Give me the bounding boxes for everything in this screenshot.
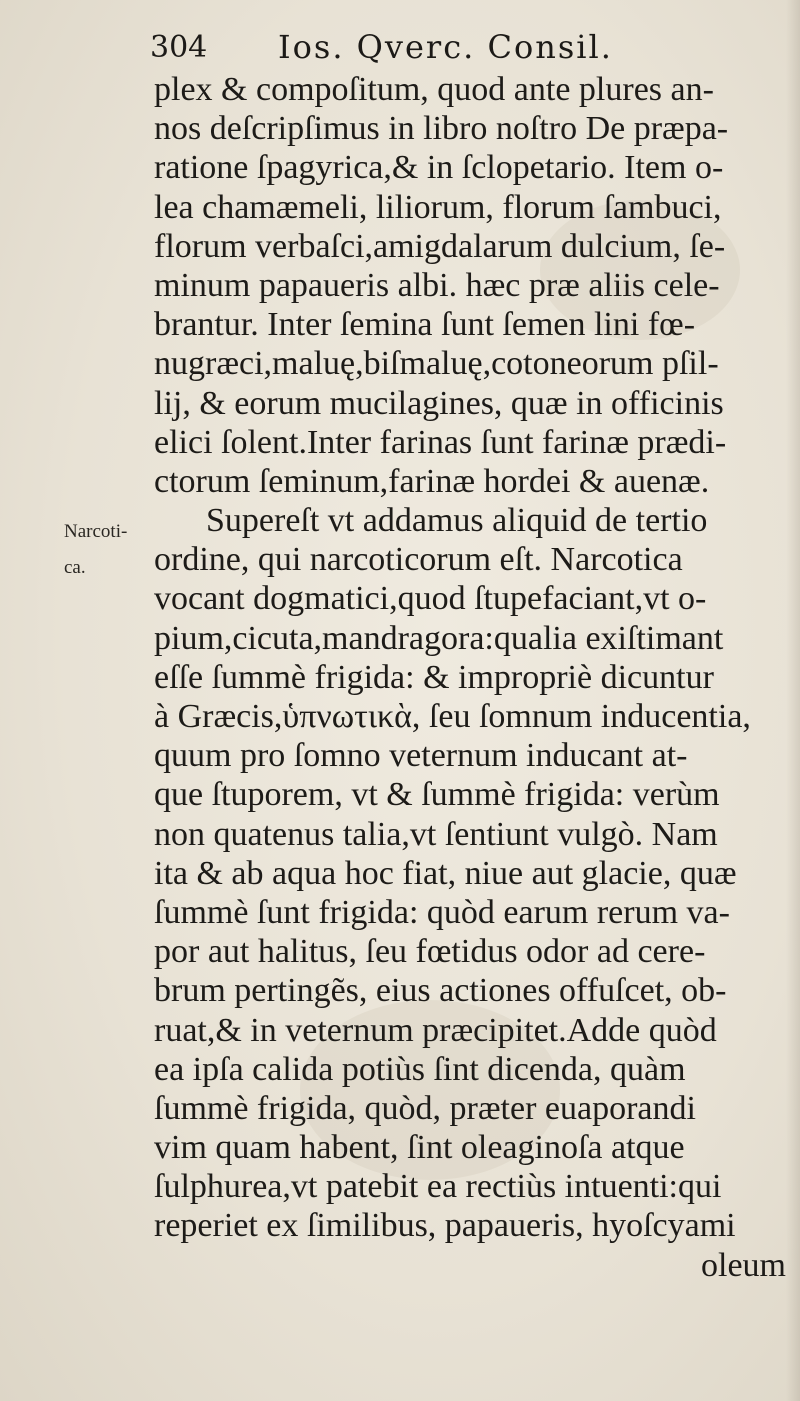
running-title: Ios. Qverc. Consil.: [278, 28, 613, 66]
text-line: ordine, qui narcoticorum eſt. Narcotica: [154, 541, 683, 579]
text-line: ſulphurea,vt patebit ea rectiùs intuenti:qui: [154, 1168, 722, 1206]
text-line: à Græcis,ὑπνωτικὰ, ſeu ſomnum inducentia,: [154, 698, 751, 735]
body-text: [154, 70, 794, 1285]
text-line: ratione ſpagyrica,& in ſclopetario. Item o-: [154, 149, 724, 187]
text-line: vocant dogmatici,quod ſtupefaciant,vt o-: [154, 580, 707, 618]
text-line: non quatenus talia,vt ſentiunt vulgò. Nam: [154, 815, 718, 853]
text-line: ctorum ſeminum,farinæ hordei & auenæ.: [154, 462, 710, 500]
text-line: ita & ab aqua hoc fiat, niue aut glacie, quæ: [154, 854, 737, 892]
text-line: florum verbaſci,amigdalarum dulcium, ſe-: [154, 227, 726, 265]
margin-note-line: Narcoti-: [64, 521, 128, 542]
text-line: ruat,& in veternum præcipitet.Adde quòd: [154, 1011, 717, 1049]
catchword: oleum: [701, 1246, 786, 1284]
text-line: ſummè ſunt frigida: quòd earum rerum va-: [154, 893, 730, 931]
text-line: por aut halitus, ſeu fœtidus odor ad cere-: [154, 933, 706, 971]
text-line: brantur. Inter ſemina ſunt ſemen lini fœ-: [154, 306, 696, 344]
margin-note-line: ca.: [64, 557, 86, 578]
text-line: eſſe ſummè frigida: & impropriè dicuntur: [154, 658, 714, 696]
text-line: elici ſolent.Inter farinas ſunt farinæ prædi-: [154, 423, 727, 461]
text-line: nugræci,maluę,biſmaluę,cotoneorum pſil-: [154, 345, 719, 383]
text-line: minum papaueris albi. hæc præ aliis cele-: [154, 266, 720, 304]
paragraph-start-line: Supereſt vt addamus aliquid de tertio: [206, 502, 708, 540]
text-line: ea ipſa calida potiùs ſint dicenda, quàm: [154, 1050, 686, 1088]
text-line: lea chamæmeli, liliorum, florum ſambuci,: [154, 188, 722, 226]
page-header: [150, 28, 710, 68]
text-line: reperiet ex ſimilibus, papaueris, hyoſcyami: [154, 1207, 736, 1245]
margin-note: [64, 514, 144, 586]
text-line: ſummè frigida, quòd, præter euaporandi: [154, 1089, 696, 1127]
text-line: vim quam habent, ſint oleaginoſa atque: [154, 1129, 685, 1167]
text-line: que ſtuporem, vt & ſummè frigida: verùm: [154, 776, 720, 814]
text-line: nos deſcripſimus in libro noſtro De præpa-: [154, 110, 729, 148]
text-line: pium,cicuta,mandragora:qualia exiſtimant: [154, 619, 724, 657]
text-line: brum pertingẽs, eius actiones offuſcet, ob-: [154, 972, 727, 1010]
page-number: 304: [150, 30, 208, 65]
text-line: quum pro ſomno veternum inducant at-: [154, 737, 688, 775]
text-line: plex & compoſitum, quod ante plures an-: [154, 71, 714, 108]
text-line: lij, & eorum mucilagines, quæ in officinis: [154, 384, 724, 422]
